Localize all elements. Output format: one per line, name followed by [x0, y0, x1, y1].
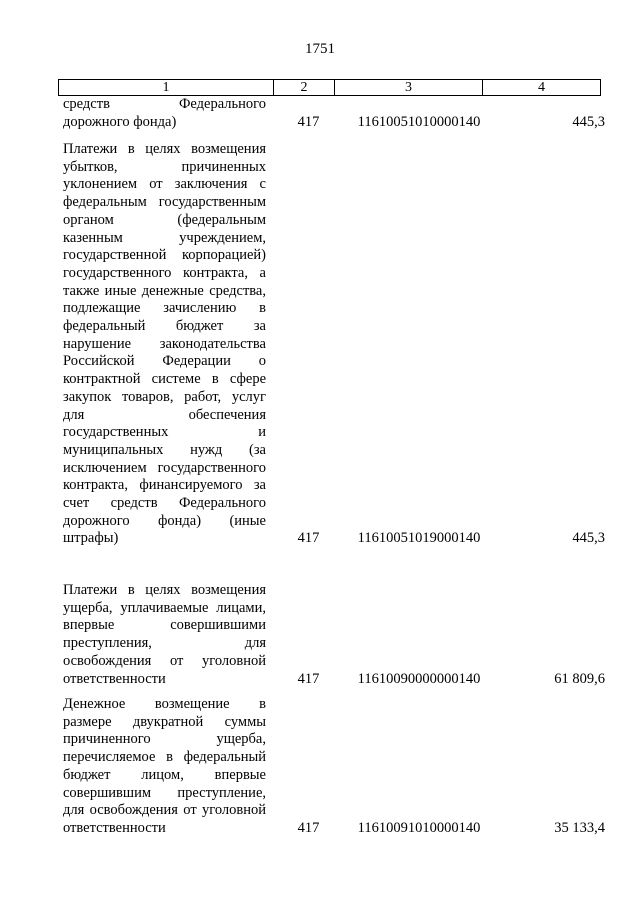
table-row [58, 582, 605, 688]
row-kbk-code: 11610091010000140 [357, 819, 481, 836]
header-col-4: 4 [482, 80, 600, 95]
row-amount: 445,3 [572, 530, 605, 547]
table-header [58, 79, 601, 96]
table-row [58, 696, 605, 838]
table-row [58, 96, 605, 131]
row-kbk-code: 11610090000000140 [357, 670, 481, 687]
header-col-3: 3 [334, 80, 482, 95]
row-amount: 61 809,6 [554, 670, 605, 687]
row-amount: 445,3 [572, 113, 605, 130]
row-description: средств Федерального дорожного фонда) [63, 96, 266, 130]
row-description: Платежи в целях возмещения ущерба, уплачиваемые лицами, впервые совершившими преступления, для освобождения от уголовной ответственности [63, 582, 266, 687]
row-admin-code: 417 [297, 113, 320, 130]
row-description: Платежи в целях возмещения убытков, причиненных уклонением от заключения с федеральным государственным органом (федеральным казенным учреждением, государственной корпорацией) государственного контракта, а также иные денежные средства, подлежащие зачислению в федеральный бюджет за нарушение законодательства Российской Федерации о контрактной системе в сфере закупок товаров, работ, услуг для обеспечения государственных и муниципальных нужд (за исключением государственного контракта, финансируемого за счет средств Федерального дорожного фонда) (иные штрафы) [63, 141, 266, 547]
page-number: 1751 [305, 41, 335, 57]
row-admin-code: 417 [297, 530, 320, 547]
header-col-2: 2 [273, 80, 334, 95]
row-amount: 35 133,4 [554, 819, 605, 836]
row-admin-code: 417 [297, 670, 320, 687]
row-admin-code: 417 [297, 819, 320, 836]
table-row [58, 141, 605, 548]
budget-table [58, 79, 601, 96]
row-description: Денежное возмещение в размере двукратной суммы причиненного ущерба, перечисляемое в федеральный бюджет лицом, впервые совершившим преступление, для освобождения от уголовной ответственности [63, 696, 266, 836]
row-kbk-code: 11610051010000140 [357, 113, 481, 130]
row-kbk-code: 11610051019000140 [357, 530, 481, 547]
header-col-1: 1 [162, 80, 170, 95]
